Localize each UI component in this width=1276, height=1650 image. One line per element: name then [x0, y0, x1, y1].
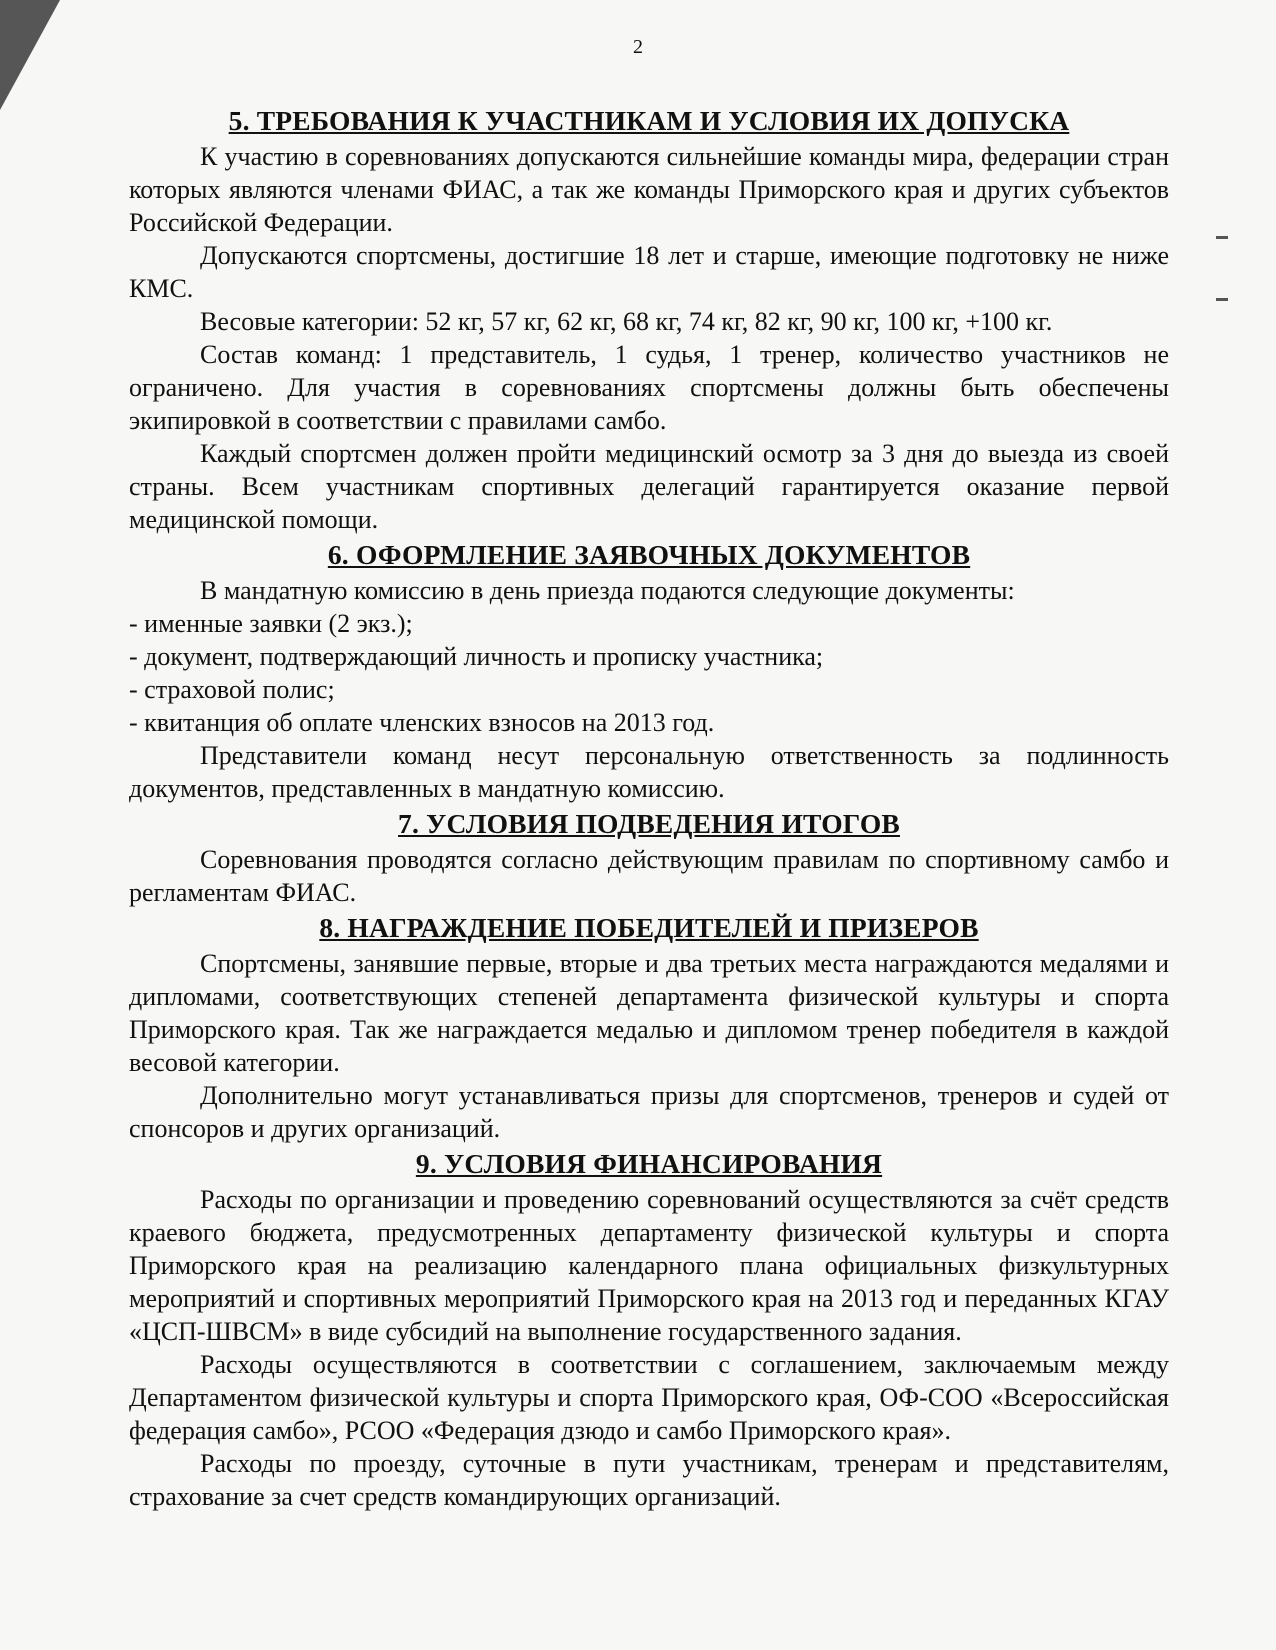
section-7-title: 7. УСЛОВИЯ ПОДВЕДЕНИЯ ИТОГОВ [398, 808, 900, 839]
paragraph: К участию в соревнованиях допускаются сильнейшие команды мира, федерации стран которых являются членами ФИАС, а так же команды Приморского края и других субъектов Российской Федерации. [129, 142, 1169, 237]
paragraph: Каждый спортсмен должен пройти медицинский осмотр за 3 дня до выезда из своей страны. Всем участникам спортивных делегаций гарантируется оказание первой медицинской помощи. [129, 439, 1169, 534]
paragraph: Весовые категории: 52 кг, 57 кг, 62 кг, 68 кг, 74 кг, 82 кг, 90 кг, 100 кг, +100 кг. [200, 307, 1053, 336]
scan-mark [1216, 298, 1228, 301]
paragraph: В мандатную комиссию в день приезда подаются следующие документы: [200, 576, 1015, 605]
paragraph: Дополнительно могут устанавливаться призы для спортсменов, тренеров и судей от спонсоров и других организаций. [129, 1081, 1169, 1143]
paragraph: Состав команд: 1 представитель, 1 судья, 1 тренер, количество участников не ограничено. Для участия в соревнованиях спортсмены должны быть обеспечены экипировкой в соответствии с правилами самбо. [129, 340, 1169, 435]
list-item: - документ, подтверждающий личность и прописку участника; [129, 642, 824, 671]
section-5-title: 5. ТРЕБОВАНИЯ К УЧАСТНИКАМ И УСЛОВИЯ ИХ ДОПУСКА [228, 105, 1070, 136]
paragraph: Спортсмены, занявшие первые, вторые и два третьих места награждаются медалями и дипломами, соответствующих степеней департамента физической культуры и спорта Приморского края. Так же награждается медалью и дипломом тренер победителя в каждой весовой категории. [129, 949, 1169, 1077]
paragraph: Допускаются спортсмены, достигшие 18 лет и старше, имеющие подготовку не ниже КМС. [129, 241, 1169, 303]
section-9-title: 9. УСЛОВИЯ ФИНАНСИРОВАНИЯ [415, 1148, 883, 1179]
section-8-title: 8. НАГРАЖДЕНИЕ ПОБЕДИТЕЛЕЙ И ПРИЗЕРОВ [319, 912, 979, 943]
paragraph: Представители команд несут персональную ответственность за подлинность документов, представленных в мандатную комиссию. [129, 741, 1169, 803]
paragraph: Соревнования проводятся согласно действующим правилам по спортивному самбо и регламентам ФИАС. [129, 845, 1169, 907]
page-number: 2 [633, 36, 643, 58]
list-item: - квитанция об оплате членских взносов на 2013 год. [129, 708, 715, 737]
scan-mark [1216, 236, 1228, 239]
document-body [129, 102, 1169, 1513]
section-6-title: 6. ОФОРМЛЕНИЕ ЗАЯВОЧНЫХ ДОКУМЕНТОВ [327, 539, 971, 570]
paragraph: Расходы по проезду, суточные в пути участникам, тренерам и представителям, страхование за счет средств командирующих организаций. [129, 1449, 1169, 1511]
list-item: - именные заявки (2 экз.); [129, 609, 413, 638]
paragraph: Расходы по организации и проведению соревнований осуществляются за счёт средств краевого бюджета, предусмотренных департаменту физической культуры и спорта Приморского края на реализацию календарного плана официальных физкультурных мероприятий и спортивных мероприятий Приморского края на 2013 год и переданных КГАУ «ЦСП-ШВСМ» в виде субсидий на выполнение государственного задания. [129, 1185, 1169, 1346]
paragraph: Расходы осуществляются в соответствии с соглашением, заключаемым между Департаментом физической культуры и спорта Приморского края, ОФ-СОО «Всероссийская федерация самбо», РСОО «Федерация дзюдо и самбо Приморского края». [129, 1350, 1169, 1445]
list-item: - страховой полис; [129, 675, 335, 704]
